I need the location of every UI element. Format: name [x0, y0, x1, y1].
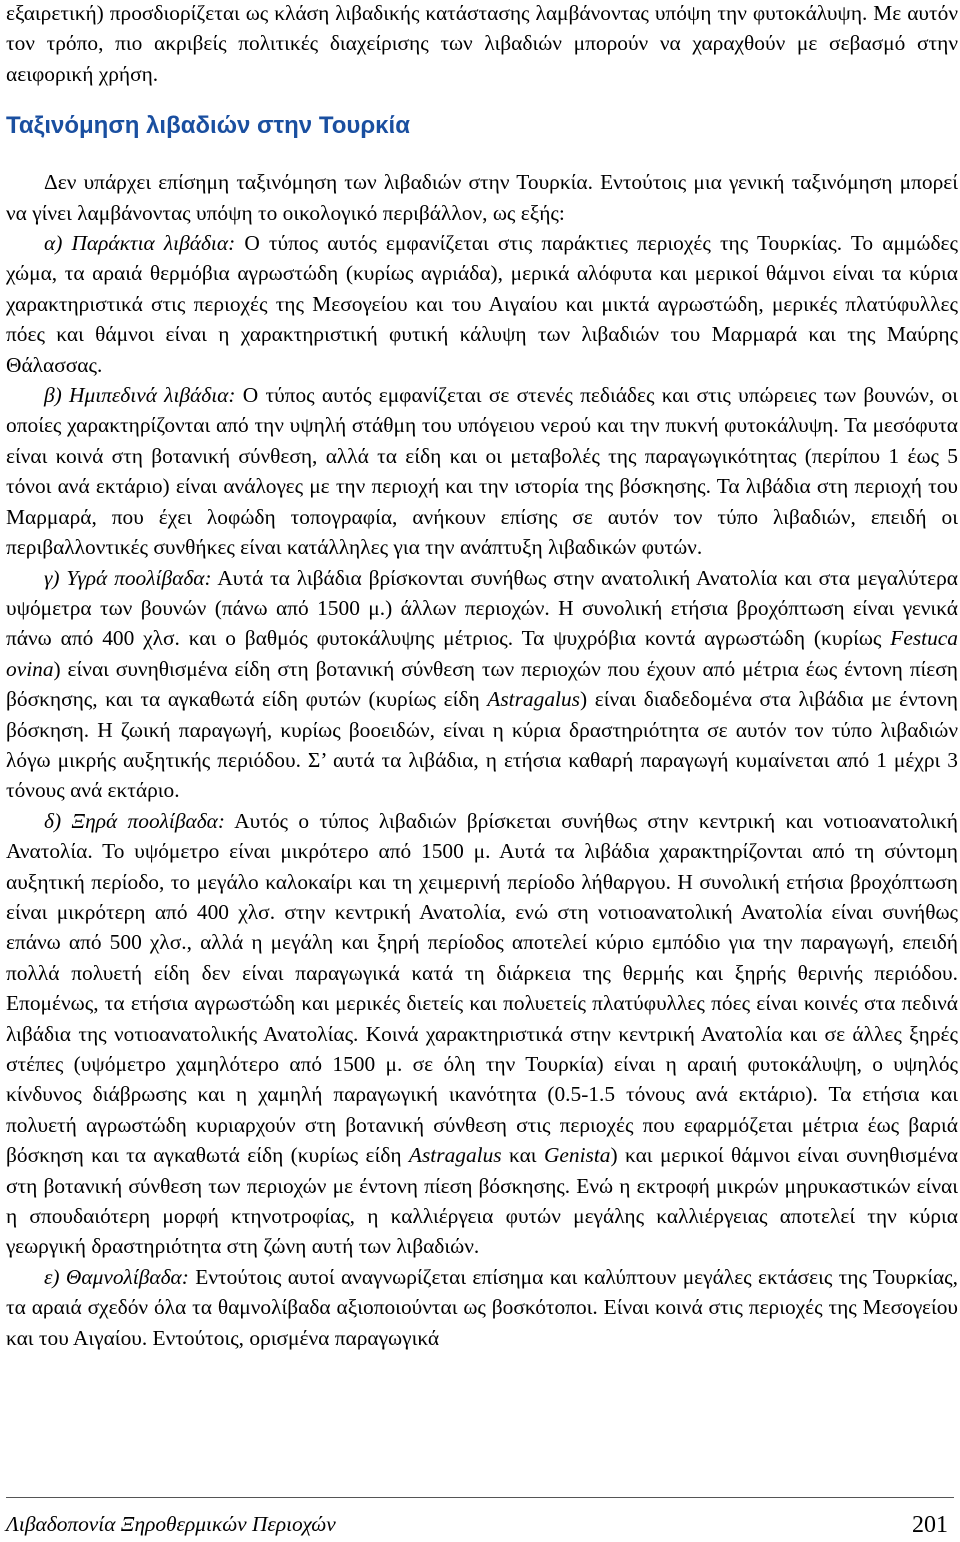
- paragraph-coastal: [6, 228, 958, 380]
- section-intro-paragraph: [6, 167, 958, 228]
- text-coastal: Ο τύπος αυτός εμφανίζεται στις παράκτιες περιοχές της Τουρκίας. Το αμμώδες χώμα, τα αραιά θερμόβια αγρωστώδη (κυρίως αγριάδα), μερικά αλόφυτα και μερικοί θάμνοι είναι τα κύρια χαρακτηριστικά στις περιοχές της Μεσογείου και του Αιγαίου και μικτά αγρωστώδη, μερικές πλατύφυλλες πόες και θάμνοι είναι η χαρακτηριστική φυτική κάλυψη των λιβαδιών του Μαρμαρά και της Μαύρης Θάλασσας.: [6, 231, 959, 377]
- label-wet-grassland: γ) Υγρά ποολίβαδα:: [44, 565, 212, 590]
- paragraph-dry-grassland: [6, 806, 958, 1262]
- text-dry-grassland-2: ) και μερικοί θάμνοι είναι συνηθισμένα στη βοτανική σύνθεση των περιοχών με έντονη πίεση βόσκησης. Ενώ η εκτροφή μικρών μηρυκαστικών είναι η σπουδαιότερη μορφή κτηνοτροφίας, η καλλιέργεια φυτών μεγάλης καλλιέργειας αποτελεί την κύρια γεωργική δραστηριότητα στη ζώνη αυτή των λιβαδιών.: [6, 1143, 958, 1259]
- text-and: και: [501, 1143, 544, 1168]
- text-dry-grassland-1: Αυτός ο τύπος λιβαδιών βρίσκεται συνήθως στην κεντρική και νοτιοανατολική Ανατολία. Το υψόμετρο είναι μικρότερο από 1500 μ. Αυτά τα λιβάδια χαρακτηρίζονται από τη σύντομη αυξητική περίοδο, το μεγάλο καλοκαίρι και τη χειμερινή περίοδο λήθαργου. Η συνολική ετήσια βροχόπτωση είναι μικρότερη από 400 χλσ. στην κεντρική Ανατολία, ενώ στη νοτιοανατολική Ανατολία είναι συνήθως επάνω από 500 χλσ., αλλά η μεγάλη και ξηρή περίοδος αποτελεί κύριο εμπόδιο για την παραγωγή, επειδή πολλά πολυετή είδη δεν είναι παραγωγικά κατά τη διάρκεια της θερμής και ξηρής θερινής περιόδου. Επομένως, τα ετήσια αγρωστώδη και μερικές διετείς και πολυετείς πλατύφυλλες πόες είναι κοινές στα πεδινά λιβάδια της νοτιοανατολικής Ανατολίας. Κοινά χαρακτηριστικά στην κεντρική Ανατολία και σε άλλες ξηρές στέπες (υψόμετρο χαμηλότερο από 1500 μ. σε όλη την Τουρκία) είναι η αραιή φυτοκάλυψη, ο υψηλός κίνδυνος διάβρωσης και η χαμηλή παραγωγική ικανότητα (0.5-1.5 τόνους ανά εκτάριο). Τα ετήσια και πολυετή αγρωστώδη κυριαρχούν στη βοτανική σύνθεση στις περιοχές που εφαρμόζεται μέτρια έως βαριά βόσκηση και τα αγκαθωτά είδη (κυρίως είδη: [6, 808, 958, 1168]
- paragraph-semi-lowland: [6, 380, 958, 562]
- label-semi-lowland: β) Ημιπεδινά λιβάδια:: [44, 383, 236, 408]
- paragraph-shrubland: [6, 1262, 958, 1353]
- text-semi-lowland: Ο τύπος αυτός εμφανίζεται σε στενές πεδιάδες και στις υπώρειες των βουνών, οι οποίες χαρακτηρίζονται από την υψηλή στάθμη του υπόγειου νερού και την πυκνή φυτοκάλυψη. Τα μεσόφυτα είναι κοινά στη βοτανική σύνθεση, αλλά τα είδη και οι μεταβολές της παραγωγικότητας (περίπου 1 έως 5 τόνοι ανά εκτάριο) είναι ανάλογες με την περιοχή και την ιστορία της βόσκησης. Τα λιβάδια στη περιοχή του Μαρμαρά, που έχει λοφώδη τοπογραφία, ανήκουν επίσης σε αυτόν τον τύπο λιβαδιών, επειδή οι περιβαλλοντικές συνθήκες είναι κατάλληλες για την ανάπτυξη λιβαδικών φυτών.: [6, 383, 958, 560]
- text-wet-grassland-2: ) είναι συνηθισμένα είδη στη βοτανική σύνθεση των περιοχών που έχουν από μέτρια έως έντονη πίεση βόσκησης, και τα αγκαθωτά είδη φυτών (κυρίως είδη: [6, 656, 958, 712]
- intro-paragraph: [6, 0, 958, 89]
- text-wet-grassland-3: ) είναι διαδεδομένα στα λιβάδια με έντονη βόσκηση. Η ζωική παραγωγή, κυρίως βοοειδών, είναι η κύρια δραστηριότητα σε αυτόν τον τύπο λιβαδιών λόγω μικρής αυξητικής περιόδου. Σ’ αυτά τα λιβάδια, η ετήσια καθαρή παραγωγή κυμαίνεται από 1 μέχρι 3 τόνους ανά εκτάριο.: [6, 687, 958, 803]
- species-astragalus-2: Astragalus: [408, 1143, 502, 1168]
- section-heading: Ταξινόμηση λιβαδιών στην Τουρκία: [6, 112, 410, 140]
- label-coastal: α) Παράκτια λιβάδια:: [44, 231, 236, 256]
- document-page: [6, 0, 958, 1353]
- page-number: 201: [912, 1512, 948, 1538]
- species-genista: Genista: [543, 1143, 611, 1168]
- label-dry-grassland: δ) Ξηρά ποολίβαδα:: [44, 808, 226, 833]
- label-shrubland: ε) Θαμνολίβαδα:: [44, 1264, 189, 1289]
- text-wet-grassland-1: Αυτά τα λιβάδια βρίσκονται συνήθως στην ανατολική Ανατολία και στα μεγαλύτερα υψόμετρα των βουνών (πάνω από 1500 μ.) άλλων περιοχών. Η συνολική ετήσια βροχόπτωση είναι γενικά πάνω από 400 χλσ. και ο βαθμός φυτοκάλυψης μέτριος. Τα ψυχρόβια κοντά αγρωστώδη (κυρίως: [6, 565, 959, 651]
- paragraph-wet-grassland: [6, 563, 958, 806]
- page-footer: [6, 1497, 954, 1542]
- species-astragalus: Astragalus: [487, 687, 580, 712]
- footer-book-title: Λιβαδοπονία Ξηροθερμικών Περιοχών: [6, 1512, 336, 1536]
- species-festuca: Festuca ovina: [6, 626, 958, 681]
- section-intro-text: Δεν υπάρχει επίσημη ταξινόμηση των λιβαδιών στην Τουρκία. Εντούτοις μια γενική ταξινόμηση μπορεί να γίνει λαμβάνοντας υπόψη το οικολογικό περιβάλλον, ως εξής:: [6, 170, 958, 225]
- text-shrubland: Εντούτοις αυτοί αναγνωρίζεται επίσημα και καλύπτουν μεγάλες εκτάσεις της Τουρκίας, τα αραιά σχεδόν όλα τα θαμνολίβαδα αξιοποιούνται ως βοσκότοποι. Είναι κοινά στις περιοχές της Μεσογείου και του Αιγαίου. Εντούτοις, ορισμένα παραγωγικά: [6, 1264, 958, 1350]
- intro-text: εξαιρετική) προσδιορίζεται ως κλάση λιβαδικής κατάστασης λαμβάνοντας υπόψη την φυτοκάλυψη. Με αυτόν τον τρόπο, πιο ακριβείς πολιτικές διαχείρισης των λιβαδιών μπορούν να χαραχθούν με σεβασμό στην αειφορική χρήση.: [6, 1, 958, 86]
